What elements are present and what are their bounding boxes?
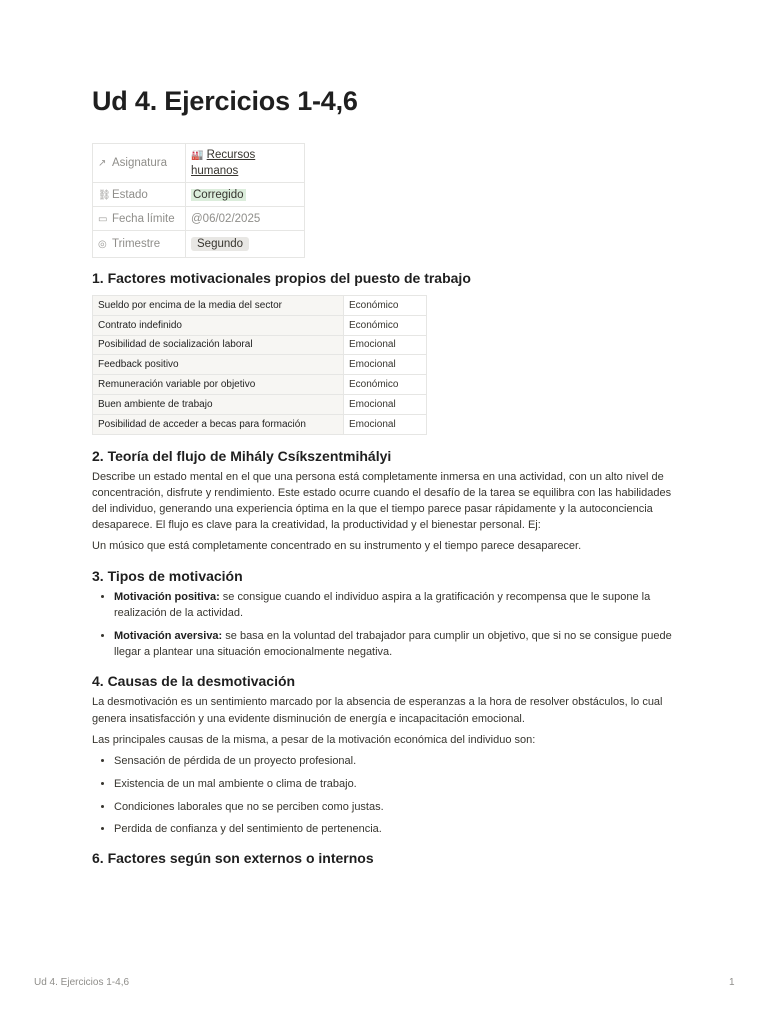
motivation-types-list bbox=[92, 589, 677, 661]
property-label: Estado bbox=[112, 188, 148, 201]
table-row bbox=[93, 315, 427, 335]
section4-heading: 4. Causas de la desmotivación bbox=[92, 673, 296, 690]
property-key bbox=[93, 231, 186, 258]
factor-cell: Contrato indefinido bbox=[93, 315, 344, 335]
due-date[interactable]: @06/02/2025 bbox=[191, 212, 261, 225]
definition: se consigue cuando el individuo aspira a la gratificación y recompensa que le supone la realización de la actividad. bbox=[114, 590, 651, 619]
property-row-estado bbox=[93, 183, 305, 207]
footer-page-number: 1 bbox=[729, 977, 735, 988]
definition: se basa en la voluntad del trabajador para cumplir un objetivo, que si no se consigue puede llegar a plantear una situación emocionalmente negativa. bbox=[114, 630, 672, 659]
document-page bbox=[92, 86, 677, 866]
quarter-tag[interactable]: Segundo bbox=[191, 237, 249, 251]
section2-example: Un músico que está completamente concentrado en su instrumento y el tiempo parece desaparecer. bbox=[92, 540, 582, 553]
property-value bbox=[186, 231, 305, 258]
table-row bbox=[93, 414, 427, 434]
factor-cell: Buen ambiente de trabajo bbox=[93, 394, 344, 414]
property-row-fecha bbox=[93, 207, 305, 231]
factor-cell: Posibilidad de socialización laboral bbox=[93, 335, 344, 355]
section3-heading: 3. Tipos de motivación bbox=[92, 567, 243, 584]
factor-cell: Posibilidad de acceder a becas para formación bbox=[93, 414, 344, 434]
property-row-trimestre bbox=[93, 231, 305, 258]
target-icon: ◎ bbox=[98, 239, 107, 250]
term: Motivación aversiva: bbox=[114, 630, 223, 642]
type-cell: Emocional bbox=[344, 394, 427, 414]
list-item: • Sensación de pérdida de un proyecto profesional. bbox=[114, 753, 677, 769]
property-key bbox=[93, 207, 186, 231]
factors-table bbox=[92, 295, 427, 435]
section4-intro: Las principales causas de la misma, a pesar de la motivación económica del individuo son: bbox=[92, 733, 536, 746]
heading-text: 2. Teoría del flujo de bbox=[92, 447, 231, 464]
status-badge[interactable]: Corregido bbox=[193, 188, 244, 201]
section2-paragraph: Describe un estado mental en el que una persona está completamente inmersa en una actividad, con un alto nivel de concentración, disfrute y rendimiento. Este estado ocurre cuando el desafío de la tarea se equilibra con las habilidades del individuo, generando una experiencia óptima en la que el tiempo parece pasar rápidamente y la autoconciencia desaparece. El flujo es clave para la creatividad, la productividad y el bienestar personal. Ej: bbox=[92, 470, 672, 532]
table-row bbox=[93, 394, 427, 414]
term: Motivación positiva: bbox=[114, 590, 220, 603]
property-value bbox=[186, 207, 305, 231]
arrow-up-right-icon: ↗ bbox=[98, 158, 107, 169]
table-row bbox=[93, 355, 427, 375]
type-cell: Económico bbox=[344, 296, 427, 316]
property-label: Fecha límite bbox=[112, 212, 175, 225]
property-key bbox=[93, 144, 186, 183]
type-cell: Emocional bbox=[344, 355, 427, 375]
property-value bbox=[186, 144, 305, 183]
list-item: • Existencia de un mal ambiente o clima de trabajo. bbox=[114, 776, 677, 792]
table-row bbox=[93, 375, 427, 395]
property-key bbox=[93, 183, 186, 207]
list-item bbox=[114, 589, 677, 621]
list-item: • Condiciones laborales que no se perciben como justas. bbox=[114, 799, 677, 815]
list-item bbox=[114, 628, 677, 660]
property-label: Trimestre bbox=[112, 238, 161, 250]
factor-cell: Remuneración variable por objetivo bbox=[93, 375, 344, 395]
type-cell: Emocional bbox=[344, 335, 427, 355]
table-row bbox=[93, 335, 427, 355]
factor-cell: Feedback positivo bbox=[93, 355, 344, 375]
heading-name: Mihály Csíkszentmihályi bbox=[230, 447, 392, 464]
section2-heading bbox=[92, 448, 677, 464]
type-cell: Económico bbox=[344, 315, 427, 335]
table-row bbox=[93, 296, 427, 316]
type-cell: Económico bbox=[344, 375, 427, 395]
subject-link[interactable]: Recursos humanos bbox=[191, 149, 256, 177]
causes-list bbox=[92, 753, 677, 837]
section6-heading: 6. Factores según son externos o internos bbox=[92, 849, 374, 866]
property-value bbox=[186, 183, 305, 207]
status-icon: ⛓ bbox=[98, 189, 111, 201]
footer-title: Ud 4. Ejercicios 1-4,6 bbox=[34, 977, 130, 988]
factory-icon: 🏭 bbox=[191, 150, 204, 161]
section1-heading: 1. Factores motivacionales propios del puesto de trabajo bbox=[92, 270, 471, 286]
calendar-icon: ▭ bbox=[98, 213, 108, 225]
section4-paragraph: La desmotivación es un sentimiento marcado por la absencia de esperanzas a la hora de resolver obstáculos, lo cual genera insatisfacción y una evidente disminución de energía e incapacitación emocional. bbox=[92, 696, 663, 725]
property-row-asignatura bbox=[93, 144, 305, 183]
factor-cell: Sueldo por encima de la media del sector bbox=[93, 296, 344, 316]
property-label: Asignatura bbox=[112, 157, 167, 169]
properties-table bbox=[92, 143, 305, 258]
list-item: • Perdida de confianza y del sentimiento de pertenencia. bbox=[114, 821, 677, 837]
type-cell: Emocional bbox=[344, 414, 427, 434]
page-title: Ud 4. Ejercicios 1-4,6 bbox=[92, 86, 358, 116]
